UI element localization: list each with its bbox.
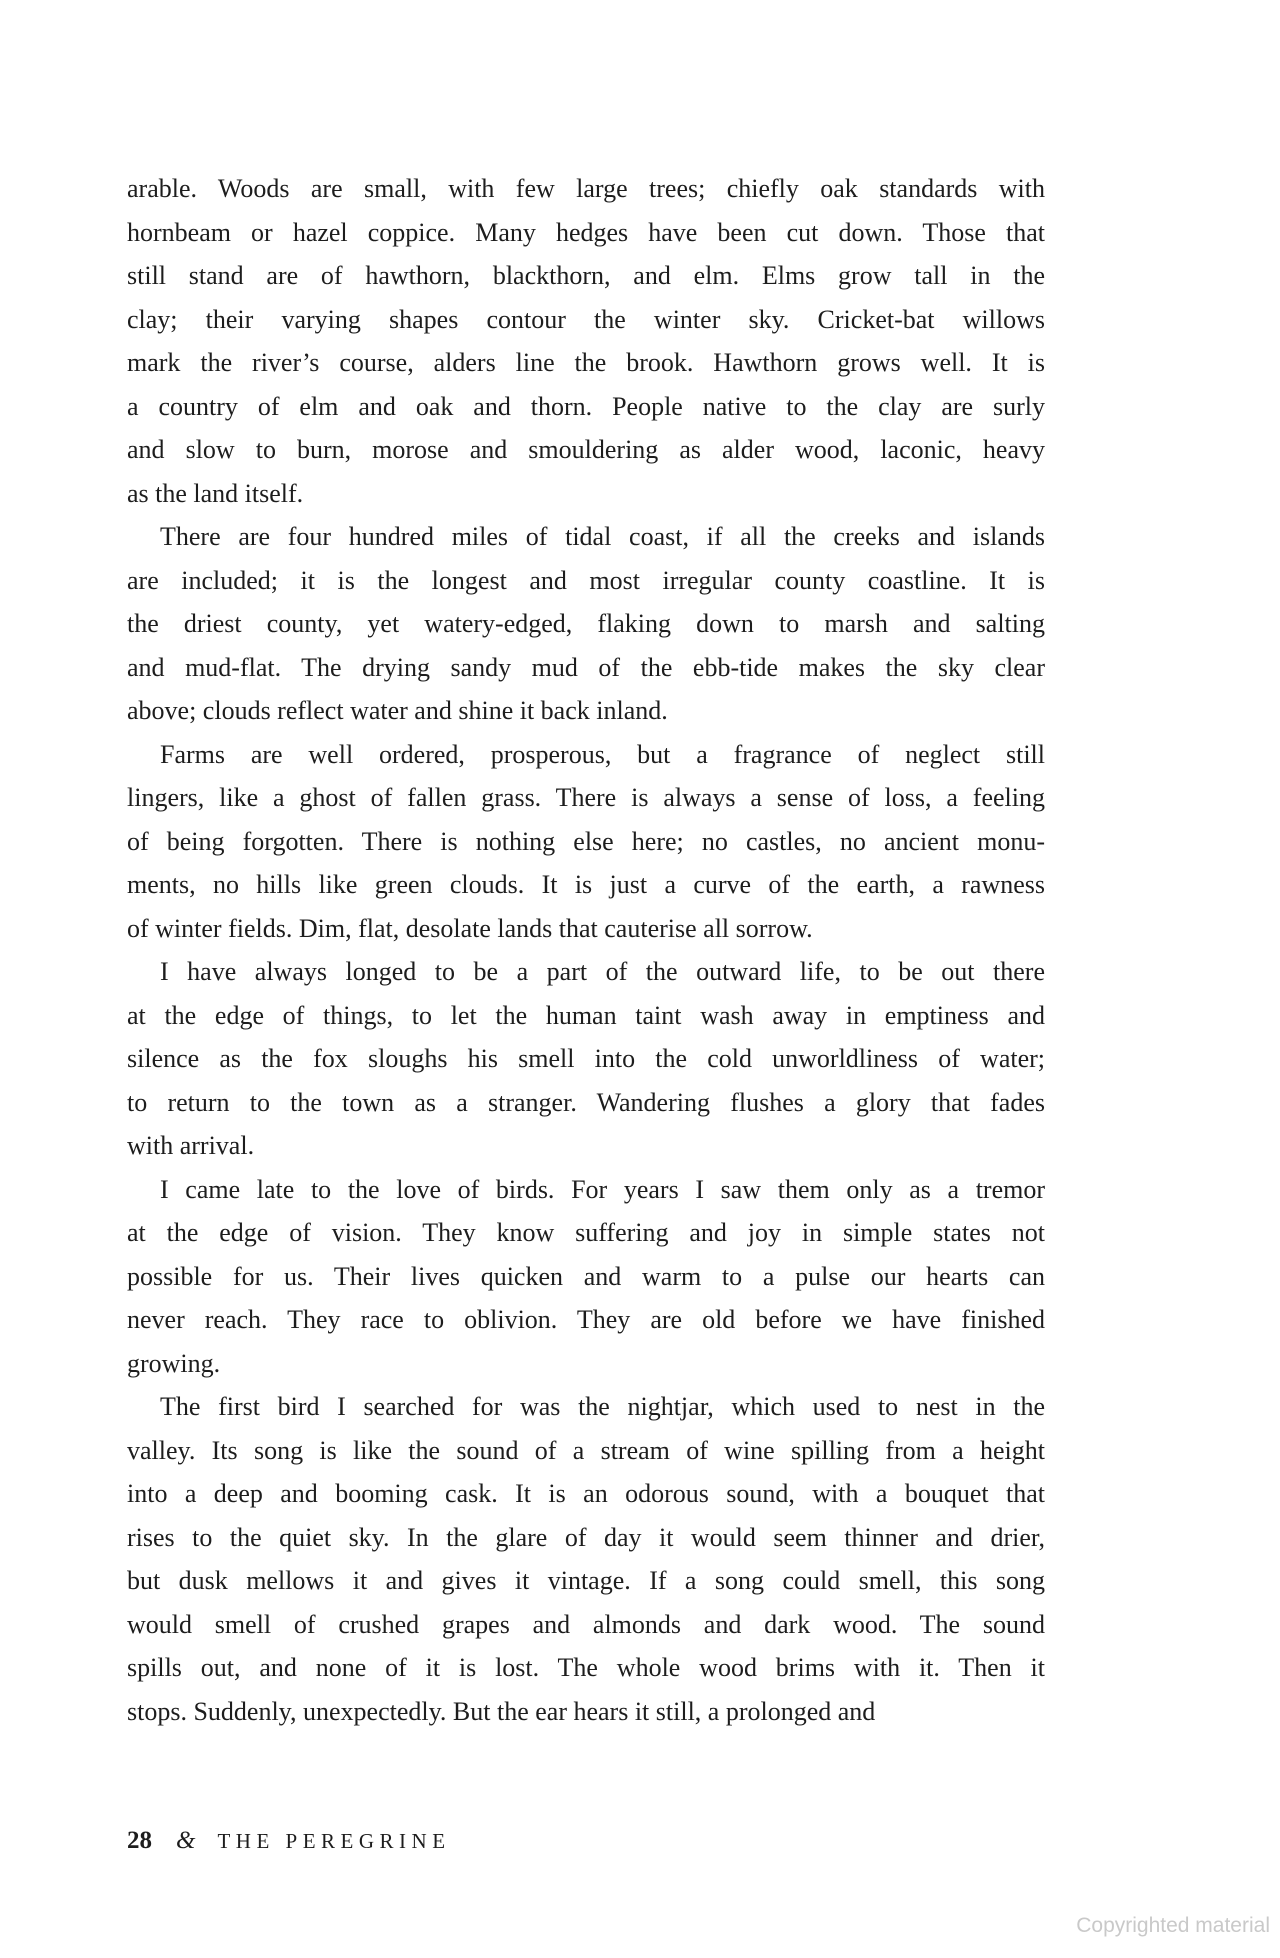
text-line: growing.	[127, 1348, 221, 1378]
page-footer	[127, 1827, 451, 1855]
text-line: rises to the quiet sky. In the glare of day it would seem thinner and drier,	[127, 1522, 1045, 1552]
text-line: valley. Its song is like the sound of a stream of wine spilling from a height	[127, 1435, 1045, 1465]
text-line: I came late to the love of birds. For years I saw them only as a tremor	[160, 1174, 1045, 1204]
text-line: at the edge of things, to let the human taint wash away in emptiness and	[127, 1000, 1045, 1030]
text-line: and mud-flat. The drying sandy mud of the ebb-tide makes the sky clear	[127, 652, 1045, 682]
text-line: never reach. They race to oblivion. They are old before we have finished	[127, 1305, 1045, 1334]
text-line: but dusk mellows it and gives it vintage. If a song could smell, this song	[127, 1566, 1045, 1595]
text-line: hornbeam or hazel coppice. Many hedges have been cut down. Those that	[127, 217, 1045, 247]
paragraph	[127, 515, 1045, 733]
text-line: There are four hundred miles of tidal coast, if all the creeks and islands	[160, 522, 1045, 551]
text-line: The first bird I searched for was the nightjar, which used to nest in the	[160, 1392, 1045, 1421]
running-title: THE PEREGRINE	[217, 1829, 451, 1853]
text-line: of being forgotten. There is nothing else here; no castles, no ancient monu-	[127, 826, 1045, 856]
paragraph	[127, 950, 1045, 1168]
text-line: clay; their varying shapes contour the winter sky. Cricket-bat willows	[127, 304, 1045, 334]
copyright-watermark: Copyrighted material	[1076, 1914, 1270, 1937]
paragraph	[127, 1168, 1045, 1386]
text-line: as the land itself.	[127, 478, 304, 508]
text-line: lingers, like a ghost of fallen grass. There is always a sense of loss, a feeling	[127, 783, 1045, 812]
text-line: would smell of crushed grapes and almonds and dark wood. The sound	[127, 1609, 1045, 1639]
text-line: are included; it is the longest and most irregular county coastline. It is	[127, 565, 1045, 595]
paragraph	[127, 733, 1045, 951]
text-line: silence as the fox sloughs his smell into the cold unworldliness of water;	[127, 1044, 1045, 1073]
text-line: with arrival.	[127, 1131, 255, 1160]
text-line: possible for us. Their lives quicken and warm to a pulse our hearts can	[127, 1261, 1045, 1291]
text-line: a country of elm and oak and thorn. People native to the clay are surly	[127, 391, 1045, 421]
text-line: arable. Woods are small, with few large trees; chiefly oak standards with	[127, 174, 1045, 203]
text-line: ments, no hills like green clouds. It is just a curve of the earth, a rawness	[127, 870, 1045, 899]
text-line: of winter fields. Dim, flat, desolate lands that cauterise all sorrow.	[127, 913, 813, 943]
text-line: the driest county, yet watery-edged, flaking down to marsh and salting	[127, 609, 1045, 638]
text-line: at the edge of vision. They know suffering and joy in simple states not	[127, 1218, 1045, 1247]
text-line: Farms are well ordered, prosperous, but a fragrance of neglect still	[160, 739, 1045, 769]
text-line: stops. Suddenly, unexpectedly. But the ear hears it still, a prolonged and	[127, 1696, 876, 1726]
paragraph	[127, 167, 1045, 515]
text-line: I have always longed to be a part of the outward life, to be out there	[160, 957, 1045, 986]
text-line: and slow to burn, morose and smouldering as alder wood, laconic, heavy	[127, 435, 1045, 464]
paragraph	[127, 1385, 1045, 1733]
text-line: to return to the town as a stranger. Wandering flushes a glory that fades	[127, 1087, 1045, 1117]
fleuron-ornament-icon: &	[176, 1827, 196, 1854]
text-line: into a deep and booming cask. It is an odorous sound, with a bouquet that	[127, 1479, 1045, 1508]
text-line: above; clouds reflect water and shine it back inland.	[127, 696, 668, 725]
text-line: still stand are of hawthorn, blackthorn, and elm. Elms grow tall in the	[127, 261, 1045, 290]
body-text	[127, 167, 1045, 1733]
text-line: mark the river’s course, alders line the brook. Hawthorn grows well. It is	[127, 348, 1045, 377]
text-line: spills out, and none of it is lost. The whole wood brims with it. Then it	[127, 1653, 1045, 1682]
page-number: 28	[127, 1827, 152, 1854]
